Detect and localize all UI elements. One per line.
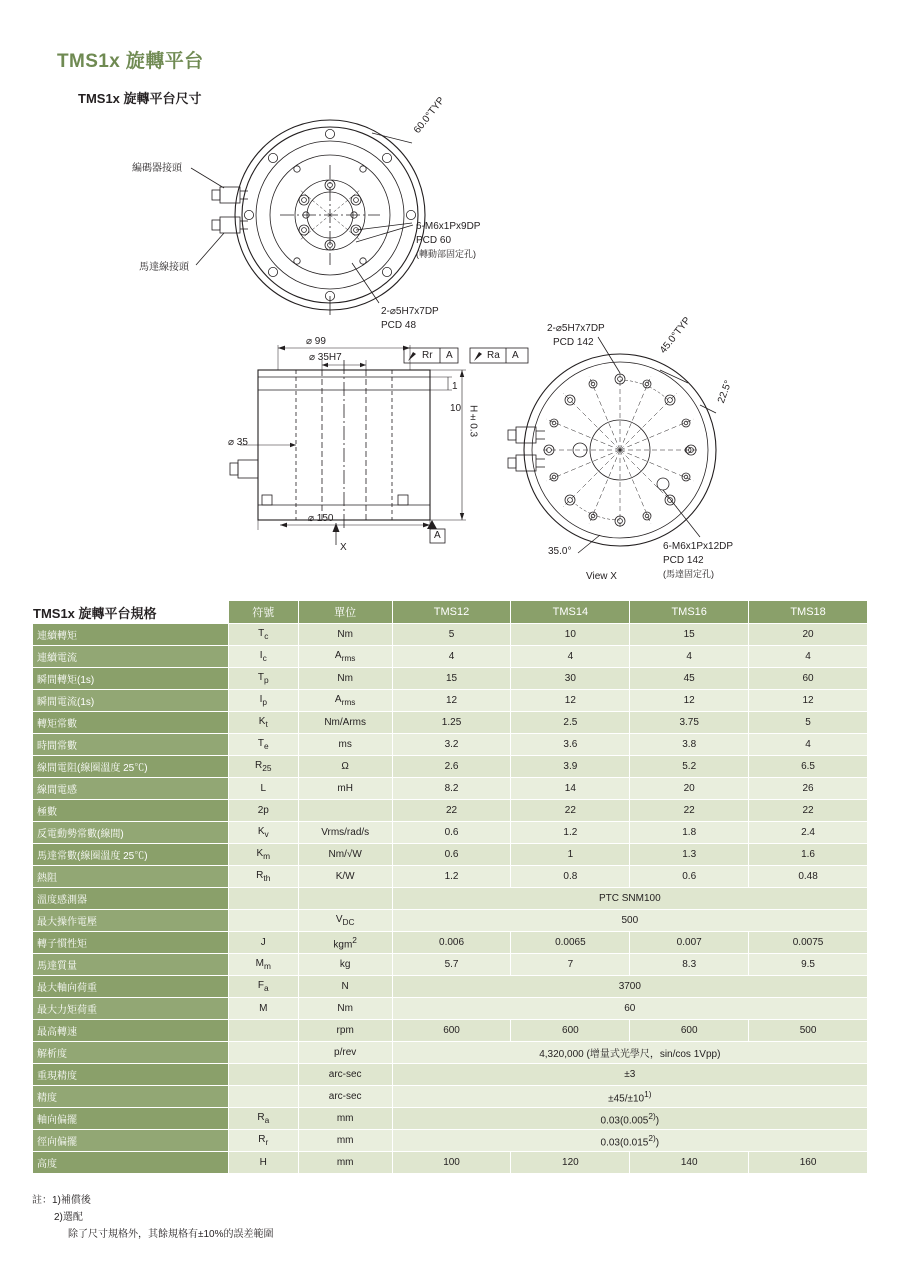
row-unit: kgm$^2$ (298, 932, 392, 954)
row-symbol: J (228, 932, 298, 954)
row-symbol: $R_{th}$ (228, 866, 298, 888)
row-value: 0.007 (630, 932, 749, 954)
row-value: 22 (511, 800, 630, 822)
row-value: 140 (630, 1152, 749, 1174)
row-value: 5.2 (630, 756, 749, 778)
row-value: 0.6 (392, 844, 511, 866)
row-unit: Nm (298, 624, 392, 646)
row-value: 22 (392, 800, 511, 822)
row-symbol: $K_v$ (228, 822, 298, 844)
table-row (33, 756, 868, 778)
row-unit: K/W (298, 866, 392, 888)
row-value-merged: PTC SNM100 (392, 888, 867, 910)
note-2-text: 2)選配 (54, 1212, 83, 1223)
row-value-merged: 4,320,000 (增量式光學尺，sin/cos 1Vpp) (392, 1042, 867, 1064)
note-3-text: 除了尺寸規格外，其餘規格有±10%的誤差範圍 (68, 1229, 274, 1240)
row-symbol: H (228, 1152, 298, 1174)
table-row (33, 712, 868, 734)
row-symbol: $T_p$ (228, 668, 298, 690)
row-value: 600 (630, 1020, 749, 1042)
row-unit: Ω (298, 756, 392, 778)
label-encoder-connector: 編碼器接頭 (132, 163, 182, 174)
table-header-row (33, 601, 868, 624)
row-symbol: $F_a$ (228, 976, 298, 998)
row-value: 0.6 (392, 822, 511, 844)
table-row (33, 624, 868, 646)
label-dim-22-5: 22.5° (716, 378, 735, 405)
row-unit: Vrms/rad/s (298, 822, 392, 844)
row-value: 100 (392, 1152, 511, 1174)
note-line-2 (32, 1209, 274, 1226)
row-value-merged: 0.03(0.005$^{2)}$) (392, 1108, 867, 1130)
row-value: 4 (392, 646, 511, 668)
row-label: 時間常數 (33, 734, 229, 756)
row-symbol: $T_c$ (228, 624, 298, 646)
row-unit: Nm/Arms (298, 712, 392, 734)
row-value-merged: 60 (392, 998, 867, 1020)
table-row (33, 1130, 868, 1152)
label-gdt-rr: Rr (422, 350, 433, 361)
row-value-merged: 3700 (392, 976, 867, 998)
row-unit: mH (298, 778, 392, 800)
row-unit: mm (298, 1152, 392, 1174)
label-dia-99: ⌀ 99 (306, 336, 326, 347)
label-dim-60-typ: 60.0°TYP (412, 95, 448, 136)
row-value: 120 (511, 1152, 630, 1174)
row-value: 3.2 (392, 734, 511, 756)
row-unit: $A_{rms}$ (298, 690, 392, 712)
row-unit: mm (298, 1108, 392, 1130)
row-value: 2.4 (749, 822, 868, 844)
table-row (33, 844, 868, 866)
row-label: 瞬間轉矩(1s) (33, 668, 229, 690)
row-value: 0.8 (511, 866, 630, 888)
row-value: 500 (749, 1020, 868, 1042)
row-symbol: $T_e$ (228, 734, 298, 756)
row-label: 線間電阻(線圈溫度 25℃) (33, 756, 229, 778)
row-label: 瞬間電流(1s) (33, 690, 229, 712)
row-value: 12 (511, 690, 630, 712)
row-value: 0.0075 (749, 932, 868, 954)
row-value: 3.9 (511, 756, 630, 778)
page-title: TMS1x 旋轉平台 (57, 51, 204, 72)
row-unit: Nm/√W (298, 844, 392, 866)
label-motor-fix-hole: (馬達固定孔) (663, 569, 714, 579)
row-value: 1.3 (630, 844, 749, 866)
label-gdt-datum-a-2: A (512, 350, 519, 361)
row-unit (298, 800, 392, 822)
row-unit: Nm (298, 998, 392, 1020)
table-row (33, 1108, 868, 1130)
column-header-tms16: TMS16 (630, 601, 749, 624)
label-dim-45-typ: 45.0°TYP (658, 315, 694, 356)
row-value: 30 (511, 668, 630, 690)
row-value-merged: 500 (392, 910, 867, 932)
table-row (33, 1042, 868, 1064)
table-row (33, 998, 868, 1020)
row-value: 7 (511, 954, 630, 976)
row-unit: N (298, 976, 392, 998)
row-label: 徑向偏擺 (33, 1130, 229, 1152)
note-line-3 (32, 1226, 274, 1243)
row-label: 精度 (33, 1086, 229, 1108)
row-symbol: $K_t$ (228, 712, 298, 734)
label-gdt-ra: Ra (487, 350, 500, 361)
row-symbol: $M_m$ (228, 954, 298, 976)
label-dowel-2-5h7-top: 2-⌀5H7x7DP (381, 306, 439, 317)
row-label: 反電動勢常數(線間) (33, 822, 229, 844)
row-value: 5 (392, 624, 511, 646)
table-row (33, 1152, 868, 1174)
row-value: 160 (749, 1152, 868, 1174)
row-label: 轉矩常數 (33, 712, 229, 734)
row-value: 0.006 (392, 932, 511, 954)
row-value: 5.7 (392, 954, 511, 976)
row-value: 0.0065 (511, 932, 630, 954)
row-value: 2.6 (392, 756, 511, 778)
row-symbol (228, 1064, 298, 1086)
row-value-merged: $\pm 45/\pm 10^{1)}$ (392, 1086, 867, 1108)
row-value-merged: ±3 (392, 1064, 867, 1086)
row-value: 600 (392, 1020, 511, 1042)
row-symbol: L (228, 778, 298, 800)
row-label: 高度 (33, 1152, 229, 1174)
row-value-merged: 0.03(0.015$^{2)}$) (392, 1130, 867, 1152)
row-symbol: $R_{25}$ (228, 756, 298, 778)
row-unit: p/rev (298, 1042, 392, 1064)
row-value: 1.6 (749, 844, 868, 866)
table-row (33, 954, 868, 976)
row-value: 10 (511, 624, 630, 646)
row-unit: $A_{rms}$ (298, 646, 392, 668)
label-thread-6-m6-right: 6-M6x1Px12DP (663, 541, 734, 552)
row-value: 26 (749, 778, 868, 800)
table-row (33, 910, 868, 932)
column-header-tms12: TMS12 (392, 601, 511, 624)
row-value: 12 (630, 690, 749, 712)
table-row (33, 800, 868, 822)
row-unit: ms (298, 734, 392, 756)
row-label: 最高轉速 (33, 1020, 229, 1042)
row-symbol: $R_a$ (228, 1108, 298, 1130)
row-value: 14 (511, 778, 630, 800)
label-gdt-datum-a-1: A (446, 350, 453, 361)
row-unit: Nm (298, 668, 392, 690)
row-value: 15 (630, 624, 749, 646)
row-value: 2.5 (511, 712, 630, 734)
label-dim-10: 10 (450, 403, 462, 414)
row-label: 熱阻 (33, 866, 229, 888)
row-unit: kg (298, 954, 392, 976)
row-symbol (228, 1020, 298, 1042)
row-value: 4 (749, 646, 868, 668)
row-unit (298, 888, 392, 910)
table-row (33, 932, 868, 954)
row-label: 重現精度 (33, 1064, 229, 1086)
row-value: 0.48 (749, 866, 868, 888)
label-dim-1: 1 (452, 381, 458, 392)
table-row (33, 866, 868, 888)
table-row (33, 888, 868, 910)
row-value: 4 (749, 734, 868, 756)
row-value: 1.25 (392, 712, 511, 734)
table-row (33, 976, 868, 998)
row-label: 軸向偏擺 (33, 1108, 229, 1130)
row-symbol (228, 910, 298, 932)
row-unit: mm (298, 1130, 392, 1152)
row-value: 1.8 (630, 822, 749, 844)
label-dowel-2-5h7-right: 2-⌀5H7x7DP (547, 323, 605, 334)
row-symbol: $R_r$ (228, 1130, 298, 1152)
label-pcd-142-bottom: PCD 142 (663, 555, 704, 566)
row-label: 連續電流 (33, 646, 229, 668)
label-dia-150: ⌀ 150 (308, 513, 334, 524)
row-label: 解析度 (33, 1042, 229, 1064)
row-value: 8.3 (630, 954, 749, 976)
row-value: 20 (749, 624, 868, 646)
column-header-tms18: TMS18 (749, 601, 868, 624)
row-label: 線間電感 (33, 778, 229, 800)
notes-block (32, 1192, 274, 1243)
row-value: 15 (392, 668, 511, 690)
row-value: 1.2 (511, 822, 630, 844)
note-line-1 (32, 1192, 274, 1209)
row-value: 1 (511, 844, 630, 866)
label-datum-a-3: A (434, 530, 441, 541)
label-pcd-48: PCD 48 (381, 320, 417, 331)
label-dim-height-tol: H±0.3 (467, 405, 479, 438)
specification-table (32, 600, 868, 1174)
row-value: 9.5 (749, 954, 868, 976)
row-symbol: 2p (228, 800, 298, 822)
row-symbol: $I_p$ (228, 690, 298, 712)
row-value: 4 (630, 646, 749, 668)
label-dia-35: ⌀ 35 (228, 437, 248, 448)
row-unit: rpm (298, 1020, 392, 1042)
row-label: 最大軸向荷重 (33, 976, 229, 998)
table-row (33, 1086, 868, 1108)
row-value: 12 (392, 690, 511, 712)
row-value: 5 (749, 712, 868, 734)
row-value: 45 (630, 668, 749, 690)
table-row (33, 1064, 868, 1086)
row-symbol (228, 1042, 298, 1064)
row-label: 極數 (33, 800, 229, 822)
row-symbol: M (228, 998, 298, 1020)
row-unit: $V_{DC}$ (298, 910, 392, 932)
column-header-symbol: 符號 (228, 601, 298, 624)
row-value: 22 (749, 800, 868, 822)
table-row (33, 734, 868, 756)
label-dim-35-deg: 35.0° (548, 546, 572, 557)
row-label: 最大操作電壓 (33, 910, 229, 932)
row-value: 20 (630, 778, 749, 800)
row-value: 0.6 (630, 866, 749, 888)
row-label: 馬達常數(線圈溫度 25℃) (33, 844, 229, 866)
row-symbol (228, 888, 298, 910)
dimension-section-title: TMS1x 旋轉平台尺寸 (78, 91, 202, 106)
row-label: 馬達質量 (33, 954, 229, 976)
row-unit: arc-sec (298, 1086, 392, 1108)
table-row (33, 1020, 868, 1042)
label-view-x: View X (586, 571, 617, 582)
row-unit: arc-sec (298, 1064, 392, 1086)
row-value: 1.2 (392, 866, 511, 888)
row-value: 3.6 (511, 734, 630, 756)
table-row (33, 778, 868, 800)
row-symbol (228, 1086, 298, 1108)
row-value: 12 (749, 690, 868, 712)
row-symbol: $I_c$ (228, 646, 298, 668)
row-label: 連續轉矩 (33, 624, 229, 646)
label-section-x: X (340, 542, 347, 553)
row-value: 22 (630, 800, 749, 822)
label-pcd-142-top: PCD 142 (553, 337, 594, 348)
row-value: 600 (511, 1020, 630, 1042)
row-label: 轉子慣性矩 (33, 932, 229, 954)
column-header-tms14: TMS14 (511, 601, 630, 624)
row-symbol: $K_m$ (228, 844, 298, 866)
row-value: 4 (511, 646, 630, 668)
spec-table-title: TMS1x 旋轉平台規格 (33, 601, 229, 624)
table-row (33, 646, 868, 668)
row-value: 3.75 (630, 712, 749, 734)
label-rotor-fix-hole: (轉動部固定孔) (416, 249, 476, 259)
label-dia-35h7: ⌀ 35H7 (309, 352, 342, 363)
table-row (33, 822, 868, 844)
row-value: 8.2 (392, 778, 511, 800)
label-thread-6-m6-top: 6-M6x1Px9DP (416, 221, 481, 232)
label-pcd-60: PCD 60 (416, 235, 452, 246)
note-1-text: 註：1)補償後 (32, 1195, 91, 1206)
row-label: 最大力矩荷重 (33, 998, 229, 1020)
row-value: 60 (749, 668, 868, 690)
row-value: 3.8 (630, 734, 749, 756)
row-label: 溫度感測器 (33, 888, 229, 910)
column-header-unit: 單位 (298, 601, 392, 624)
label-motor-cable-connector: 馬達線接頭 (139, 262, 189, 273)
row-value: 6.5 (749, 756, 868, 778)
table-row (33, 668, 868, 690)
table-row (33, 690, 868, 712)
